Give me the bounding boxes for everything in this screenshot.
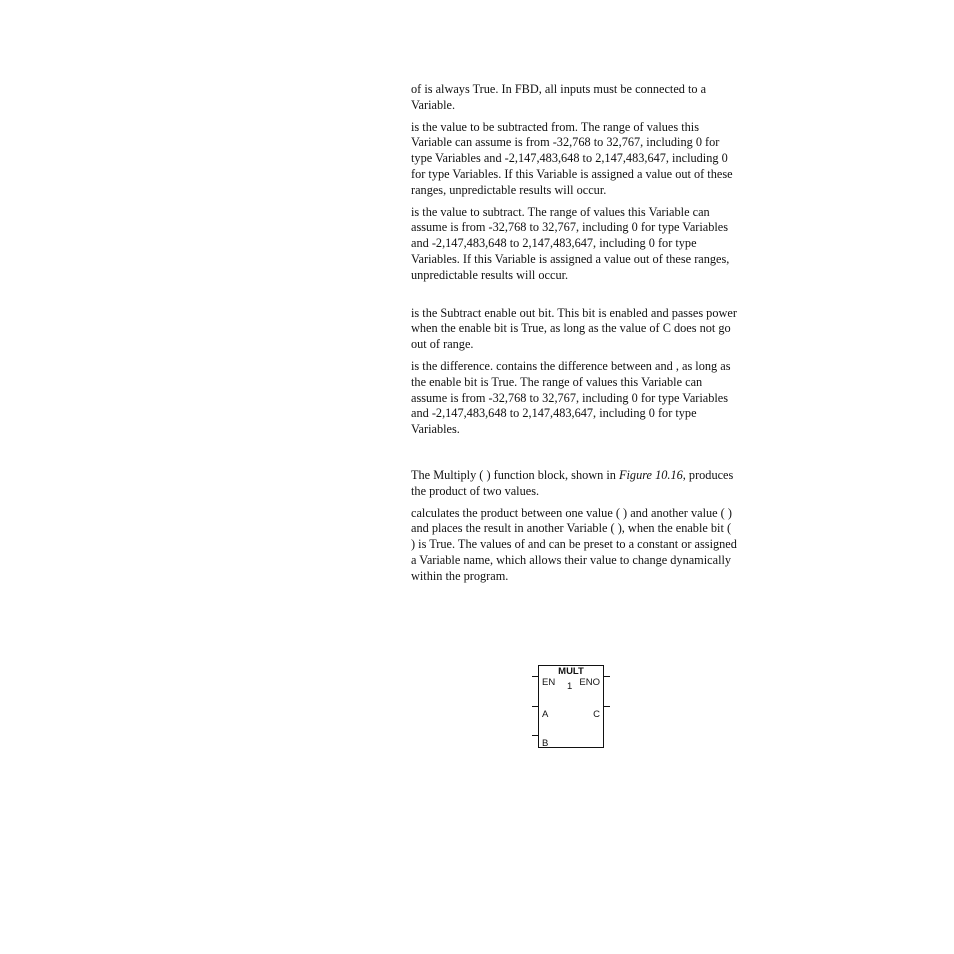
label-a: A bbox=[542, 709, 549, 720]
figure-reference: Figure 10.16 bbox=[619, 467, 683, 482]
multiply-intro-text-1: The Multiply ( ) function block, shown in bbox=[411, 467, 619, 482]
paragraph-difference: is the difference. contains the difference between and , as long as the enable bit is True. The range of values this Variable can assume is from -32,768 to 32,767, including 0 for type Variables and -2,147,483,648 to 2,147,483,647, including 0 for type Variables. bbox=[411, 358, 731, 437]
function-block-box bbox=[538, 665, 604, 748]
label-b: B bbox=[542, 738, 549, 749]
paragraph-subtrahend-a: is the value to be subtracted from. The range of values this Variable can assume is from -32,768 to 32,767, including 0 for type Variables and -2,147,483,648 to 2,147,483,647, including 0 for type Variables. If this Variable is assigned a value out of these ranges, unpredictable results will occur. bbox=[411, 119, 733, 197]
pin-eno-line bbox=[604, 676, 610, 677]
paragraph-subtrahend-b: is the value to subtract. The range of values this Variable can assume is from -32,768 to 32,767, including 0 for type Variables and -2,147,483,648 to 2,147,483,647, including 0 for type Variables. If this Variable is assigned a value out of these ranges, unpredictable results will occur. bbox=[411, 204, 730, 282]
block-instance-number: 1 bbox=[567, 681, 573, 692]
label-eno: ENO bbox=[579, 677, 600, 688]
block-title: MULT bbox=[558, 666, 584, 677]
pin-c-line bbox=[604, 706, 610, 707]
label-c: C bbox=[593, 709, 600, 720]
text-column bbox=[411, 82, 737, 591]
paragraph-multiply-intro bbox=[411, 468, 737, 500]
paragraph-input-note: of is always True. In FBD, all inputs must be connected to a Variable. bbox=[411, 82, 707, 112]
paragraph-eno: is the Subtract enable out bit. This bit is enabled and passes power when the enable bit is True, as long as the value of C does not go out of range. bbox=[411, 305, 737, 352]
mult-function-block-figure bbox=[531, 664, 613, 752]
paragraph-multiply-detail: calculates the product between one value ( ) and another value ( ) and places the result in another Variable ( ), when the enable bit ( ) is True. The values of and can be preset to a constant or assigned a Variable name, which allows their value to change dynamically within the program. bbox=[411, 505, 737, 583]
label-en: EN bbox=[542, 677, 556, 688]
multiply-intro-text-2: , produces the product of two values. bbox=[411, 467, 734, 498]
